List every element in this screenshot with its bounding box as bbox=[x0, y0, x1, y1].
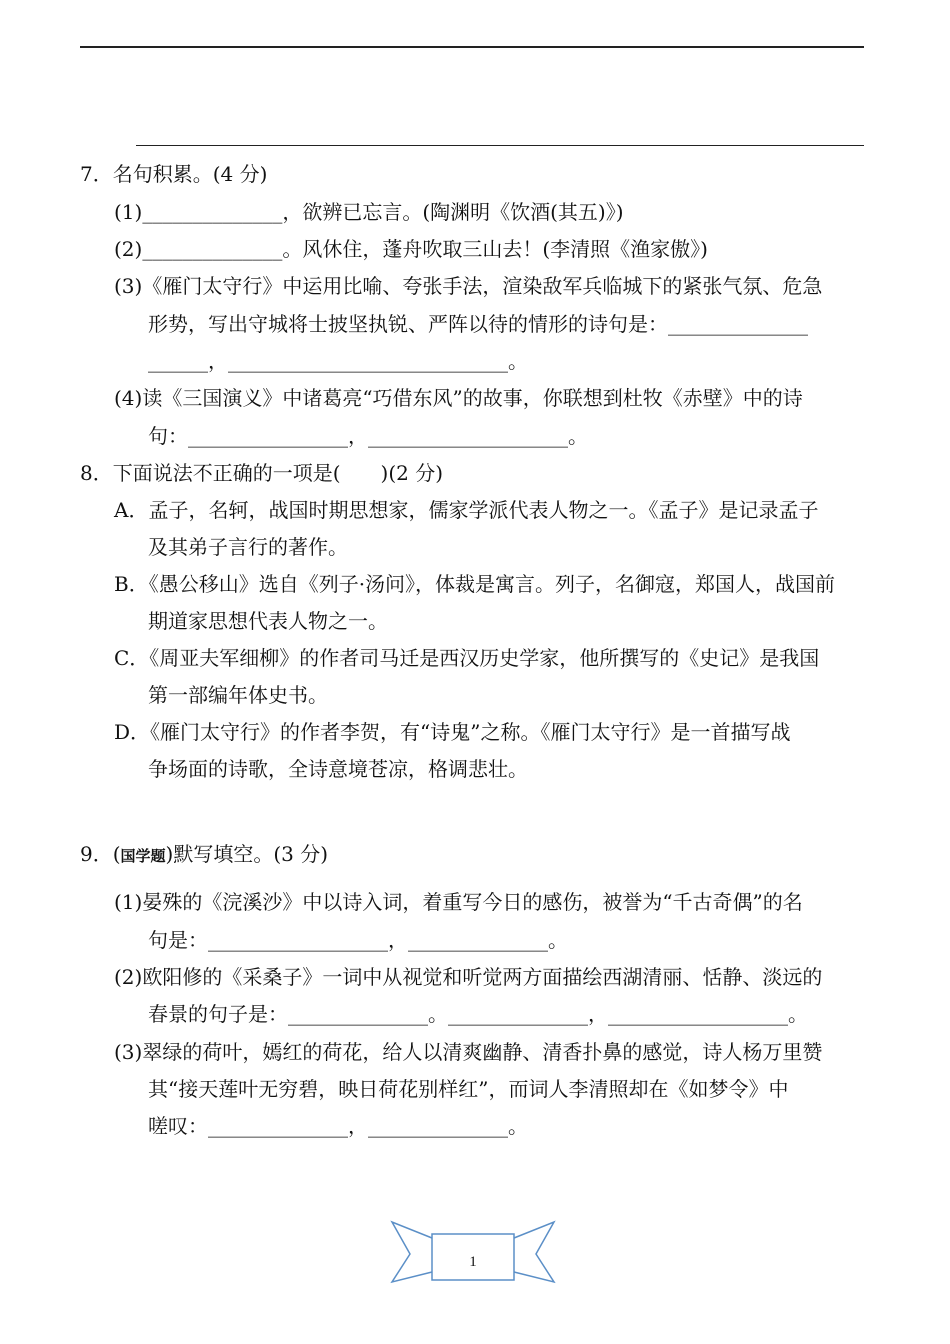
q8-option-c-line1: C．《周亚夫军细柳》的作者司马迁是西汉历史学家，他所撰写的《史记》是我国 bbox=[114, 646, 820, 670]
q9-part1-line1: (1)晏殊的《浣溪沙》中以诗入词，着重写今日的感伤，被誉为“千古奇偶”的名 bbox=[114, 890, 803, 914]
q8-option-c-line2: 第一部编年体史书。 bbox=[148, 683, 328, 707]
q7-part2: (2)______________。风休住，蓬舟吹取三山去！(李清照《渔家傲》) bbox=[114, 237, 708, 261]
q7-part3-line1: (3)《雁门太守行》中运用比喻、夸张手法，渲染敌军兵临城下的紧张气氛、危急 bbox=[114, 274, 823, 298]
q9-part2-line1: (2)欧阳修的《采桑子》一词中从视觉和听觉两方面描绘西湖清丽、恬静、淡远的 bbox=[114, 965, 823, 989]
q7-part3-line2: 形势，写出守城将士披坚执锐、严阵以待的情形的诗句是：______________ bbox=[148, 312, 808, 336]
page-number: 1 bbox=[469, 1254, 477, 1270]
q8-title: 8．下面说法不正确的一项是( )(2 分) bbox=[80, 461, 444, 485]
q9-part3-line2: 其“接天莲叶无穷碧，映日荷花别样红”，而词人李清照却在《如梦令》中 bbox=[148, 1077, 789, 1101]
top-rule bbox=[80, 46, 864, 48]
q8-option-d-line2: 争场面的诗歌，全诗意境苍凉，格调悲壮。 bbox=[148, 757, 528, 781]
q7-part1: (1)______________，欲辨已忘言。(陶渊明《饮酒(其五)》) bbox=[114, 200, 624, 224]
q9-part3-line3: 嗟叹：______________，______________。 bbox=[148, 1114, 528, 1138]
q9-part1-line2: 句是：__________________，______________。 bbox=[148, 928, 568, 952]
q9-part3-line1: (3)翠绿的荷叶，嫣红的荷花，给人以清爽幽静、清香扑鼻的感觉，诗人杨万里赞 bbox=[114, 1040, 823, 1064]
q8-option-a-line1: A．孟子，名轲，战国时期思想家，儒家学派代表人物之一。《孟子》是记录孟子 bbox=[114, 498, 819, 522]
q9-tag: 国学题 bbox=[120, 847, 166, 865]
q7-part3-line3: ______，____________________________。 bbox=[148, 349, 528, 373]
q7-title: 7．名句积累。(4 分) bbox=[80, 162, 268, 186]
q9-number: 9．( bbox=[80, 842, 121, 866]
page-footer bbox=[390, 1220, 556, 1286]
q8-option-d-line1: D．《雁门太守行》的作者李贺，有“诗鬼”之称。《雁门太守行》是一首描写战 bbox=[114, 720, 791, 744]
q9-title-rest: )默写填空。(3 分) bbox=[165, 842, 329, 866]
q8-option-b-line2: 期道家思想代表人物之一。 bbox=[148, 609, 388, 633]
q8-option-a-line2: 及其弟子言行的著作。 bbox=[148, 535, 348, 559]
answer-line bbox=[136, 145, 864, 146]
q9-title bbox=[80, 842, 328, 868]
q9-part2-line2: 春景的句子是：______________。______________，__________________。 bbox=[148, 1002, 808, 1026]
q7-part4-line2: 句：________________，____________________。 bbox=[148, 424, 588, 448]
q8-option-b-line1: B．《愚公移山》选自《列子·汤问》，体裁是寓言。列子，名御寇，郑国人，战国前 bbox=[114, 572, 836, 596]
q7-part4-line1: (4)读《三国演义》中诸葛亮“巧借东风”的故事，你联想到杜牧《赤壁》中的诗 bbox=[114, 386, 803, 410]
